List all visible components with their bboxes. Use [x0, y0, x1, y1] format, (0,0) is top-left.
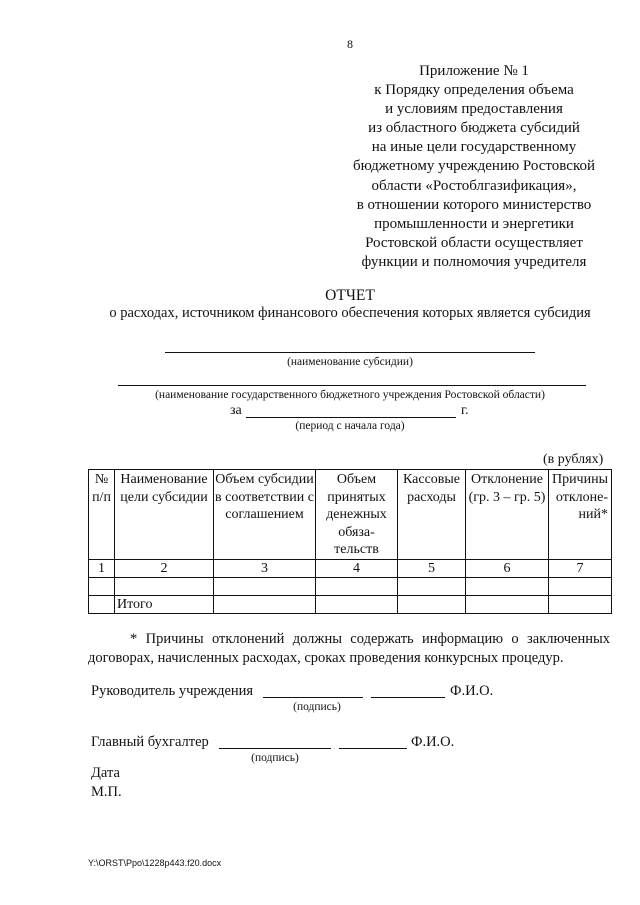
table-cell[interactable] — [214, 596, 316, 614]
table-cell[interactable] — [316, 578, 398, 596]
total-row — [89, 596, 612, 614]
column-number-cell: 5 — [398, 560, 466, 578]
table-cell[interactable] — [214, 578, 316, 596]
footnote-line: * Причины отклонений должны содержать информацию о заключенных — [130, 631, 610, 647]
accountant-signature-caption: (подпись) — [251, 752, 299, 764]
column-number-cell: 2 — [115, 560, 214, 578]
appendix-line: области «Ростоблгазификация», — [371, 177, 577, 194]
appendix-line: Приложение № 1 — [419, 63, 529, 79]
head-label: Руководитель учреждения — [91, 683, 254, 699]
table-row — [89, 578, 612, 596]
table-cell[interactable] — [115, 578, 214, 596]
accountant-label: Главный бухгалтер — [91, 734, 209, 750]
column-number-cell: 3 — [214, 560, 316, 578]
period-caption: (период с начала года) — [295, 420, 405, 432]
header-cell: Отклонение (гр. 3 – гр. 5) — [466, 470, 549, 560]
subsidy-name-line[interactable] — [165, 352, 535, 353]
header-cell: № п/п — [89, 470, 115, 560]
head-signature-line[interactable] — [263, 697, 363, 698]
table-cell[interactable] — [549, 596, 612, 614]
period-line[interactable] — [246, 417, 456, 418]
report-subtitle: о расходах, источником финансового обеспечения которых является субсидия — [109, 305, 591, 321]
period-prefix: за — [230, 403, 242, 418]
table-cell[interactable] — [466, 596, 549, 614]
appendix-line: Ростовской области осуществляет — [365, 234, 583, 251]
institution-name-caption: (наименование государственного бюджетного учреждения Ростовской области) — [155, 389, 545, 401]
report-title: ОТЧЕТ — [325, 287, 375, 304]
appendix-header — [330, 62, 618, 272]
appendix-line: промышленности и энергетики — [374, 215, 574, 232]
appendix-line: на иные цели государственному — [371, 139, 577, 156]
accountant-signature-line[interactable] — [219, 748, 331, 749]
units-label: (в рублях) — [543, 452, 604, 467]
header-cell: Наименование цели субсидии — [115, 470, 214, 560]
column-number-cell: 6 — [466, 560, 549, 578]
table-cell[interactable] — [398, 578, 466, 596]
appendix-line: в отношении которого министерство — [356, 196, 592, 213]
table-cell[interactable] — [89, 596, 115, 614]
header-cell: Объем принятых денежных обяза-тельств — [316, 470, 398, 560]
footer-file-path: Y:\ORST\Ppo\1228p443.f20.docx — [88, 858, 222, 868]
table-cell[interactable] — [89, 578, 115, 596]
institution-name-line[interactable] — [118, 385, 586, 386]
accountant-name: Ф.И.О. — [411, 734, 455, 750]
table-header-row — [89, 470, 612, 560]
column-number-cell: 1 — [89, 560, 115, 578]
table-cell[interactable] — [398, 596, 466, 614]
head-name: Ф.И.О. — [450, 683, 494, 699]
stamp-label: М.П. — [91, 784, 122, 800]
header-cell: Объем субсидии в соответствии с соглашением — [214, 470, 316, 560]
table-cell[interactable] — [466, 578, 549, 596]
accountant-name-line[interactable] — [339, 748, 407, 749]
report-table — [88, 469, 612, 614]
table-cell[interactable] — [316, 596, 398, 614]
appendix-line: к Порядку определения объема — [374, 82, 574, 99]
head-signature-caption: (подпись) — [293, 701, 341, 713]
table-cell[interactable] — [549, 578, 612, 596]
page-number: 8 — [347, 37, 353, 51]
appendix-line: бюджетному учреждению Ростовской — [353, 158, 595, 175]
column-number-cell: 4 — [316, 560, 398, 578]
appendix-line: и условиям предоставления — [385, 101, 563, 118]
head-name-line[interactable] — [371, 697, 445, 698]
date-label: Дата — [91, 765, 120, 781]
appendix-line: из областного бюджета субсидий — [368, 120, 580, 137]
period-suffix: г. — [461, 403, 469, 418]
column-number-row — [89, 560, 612, 578]
appendix-line: функции и полномочия учредителя — [361, 253, 587, 270]
total-label: Итого — [115, 596, 214, 614]
header-cell: Причины отклоне-ний* — [549, 470, 612, 560]
subsidy-name-caption: (наименование субсидии) — [287, 356, 413, 368]
column-number-cell: 7 — [549, 560, 612, 578]
footnote — [88, 630, 610, 668]
header-cell: Кассовые расходы — [398, 470, 466, 560]
footnote-line: договорах, начисленных расходах, сроках проведения конкурсных процедур. — [88, 650, 564, 666]
